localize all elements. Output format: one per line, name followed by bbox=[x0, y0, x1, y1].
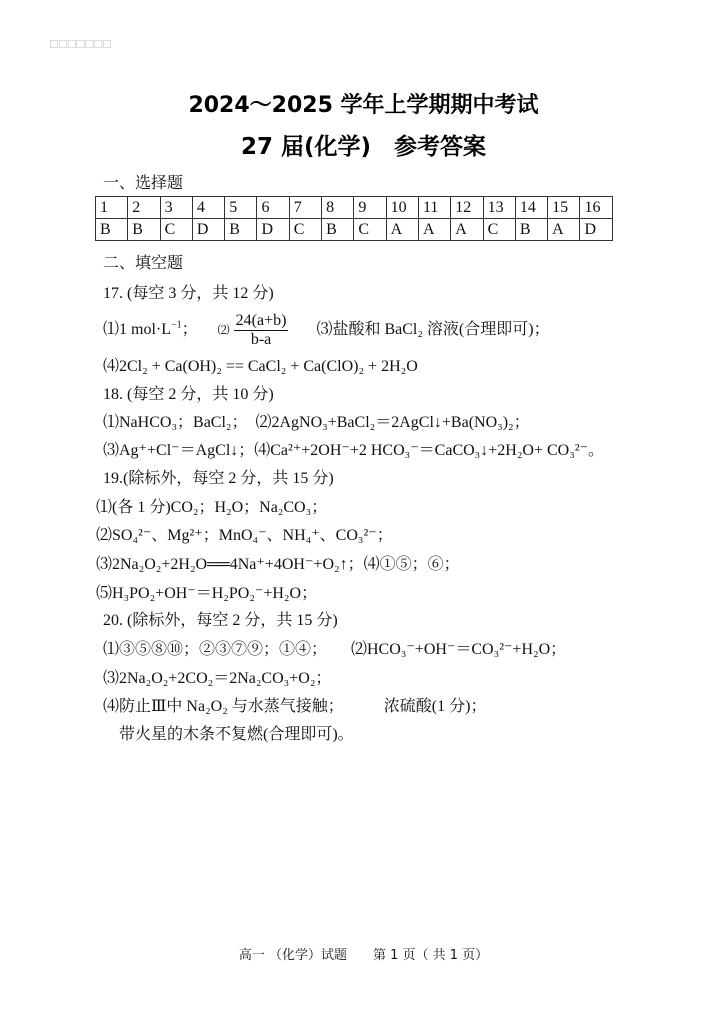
q20-line2: ⑶2Na₂O₂+2CO₂＝2Na₂CO₃+O₂； bbox=[103, 670, 332, 687]
answer-cell: D bbox=[192, 219, 224, 241]
q18-heading: 18. (每空 2 分，共 10 分) bbox=[103, 386, 274, 403]
question-number-cell: 12 bbox=[451, 197, 483, 219]
answer-table bbox=[95, 196, 613, 241]
question-number-cell: 4 bbox=[192, 197, 224, 219]
q19-line2: ⑵SO₄²⁻、Mg²⁺；MnO₄⁻、NH₄⁺、CO₃²⁻； bbox=[96, 527, 393, 544]
question-number-cell: 16 bbox=[580, 197, 612, 219]
answer-cell: A bbox=[451, 219, 483, 241]
answer-cell: A bbox=[386, 219, 418, 241]
q20-line4: 带火星的木条不复燃(合理即可)。 bbox=[119, 726, 354, 743]
answer-cell: B bbox=[96, 219, 128, 241]
q17-answer1: ⑴1 $mol\cdot L^{-1}$； bbox=[103, 320, 198, 339]
q17-heading: 17. (每空 3 分，共 12 分) bbox=[103, 285, 274, 302]
answer-cell: B bbox=[128, 219, 160, 241]
q20-heading: 20. (除标外，每空 2 分，共 15 分) bbox=[103, 612, 338, 629]
question-number-cell: 7 bbox=[289, 197, 321, 219]
question-number-cell: 2 bbox=[128, 197, 160, 219]
header-watermark: □□□□□□□ bbox=[50, 36, 112, 51]
answer-cell: C bbox=[160, 219, 192, 241]
q19-line1: ⑴(各 1 分)CO₂；H₂O；Na₂CO₃； bbox=[96, 499, 328, 516]
answer-number-row bbox=[96, 197, 613, 219]
answer-cell: D bbox=[257, 219, 289, 241]
page-footer: 高一 （化学）试题 第 1 页（ 共 1 页） bbox=[238, 948, 489, 963]
question-number-cell: 3 bbox=[160, 197, 192, 219]
page-title: 2024～2025 学年上学期期中考试 bbox=[188, 93, 539, 118]
answer-cell: B bbox=[515, 219, 547, 241]
answer-cell: B bbox=[225, 219, 257, 241]
section-fill-heading: 二、填空题 bbox=[103, 255, 184, 272]
question-number-cell: 13 bbox=[483, 197, 515, 219]
answer-cell: B bbox=[322, 219, 354, 241]
answer-letter-row bbox=[96, 219, 613, 241]
question-number-cell: 1 bbox=[96, 197, 128, 219]
question-number-cell: 9 bbox=[354, 197, 386, 219]
q17-answer3: ⑶盐酸和 BaCl₂ 溶液(合理即可)； bbox=[316, 321, 550, 339]
section-choice-heading: 一、选择题 bbox=[103, 175, 184, 192]
question-number-cell: 14 bbox=[515, 197, 547, 219]
q20-line3: ⑷防止Ⅲ中 Na₂O₂ 与水蒸气接触； 浓硫酸(1 分)； bbox=[103, 698, 487, 715]
answer-cell: C bbox=[483, 219, 515, 241]
q19-line3: ⑶2Na₂O₂+2H₂O══4Na⁺+4OH⁻+O₂↑；⑷①⑤；⑥； bbox=[96, 556, 460, 573]
q18-line1: ⑴NaHCO₃；BaCl₂； ⑵2AgNO₃+BaCl₂＝2AgCl↓+Ba(NO₃)₂； bbox=[103, 414, 530, 431]
answer-cell: D bbox=[580, 219, 612, 241]
q17-line1 bbox=[103, 306, 550, 350]
question-number-cell: 10 bbox=[386, 197, 418, 219]
q19-line4: ⑸H₃PO₂+OH⁻＝H₂PO₂⁻+H₂O； bbox=[96, 585, 318, 602]
q18-line2: ⑶Ag⁺+Cl⁻＝AgCl↓；⑷Ca²⁺+2OH⁻+2 HCO₃⁻＝CaCO₃↓+2H₂O+ CO₃²⁻。 bbox=[103, 442, 605, 459]
answer-cell: A bbox=[418, 219, 450, 241]
question-number-cell: 8 bbox=[322, 197, 354, 219]
question-number-cell: 6 bbox=[257, 197, 289, 219]
answer-cell: C bbox=[354, 219, 386, 241]
q17-fraction-denominator: b-a bbox=[250, 331, 272, 349]
q17-answer4: ⑷2Cl₂ + Ca(OH)₂ == CaCl₂ + Ca(ClO)₂ + 2H₂O bbox=[103, 358, 418, 375]
q17-answer2: ⑵ $\frac{24(a+b)}{b-a}$ bbox=[217, 312, 287, 349]
q17-fraction-numerator: 24(a+b) bbox=[235, 312, 287, 330]
page-subtitle: 27 届(化学) 参考答案 bbox=[240, 134, 487, 160]
question-number-cell: 5 bbox=[225, 197, 257, 219]
answer-cell: A bbox=[548, 219, 580, 241]
q20-line1: ⑴③⑤⑧⑩；②③⑦⑨；①④； ⑵HCO₃⁻+OH⁻＝CO₃²⁻+H₂O； bbox=[103, 641, 567, 658]
q19-heading: 19.(除标外，每空 2 分，共 15 分) bbox=[103, 470, 334, 487]
answer-cell: C bbox=[289, 219, 321, 241]
question-number-cell: 15 bbox=[548, 197, 580, 219]
question-number-cell: 11 bbox=[418, 197, 450, 219]
